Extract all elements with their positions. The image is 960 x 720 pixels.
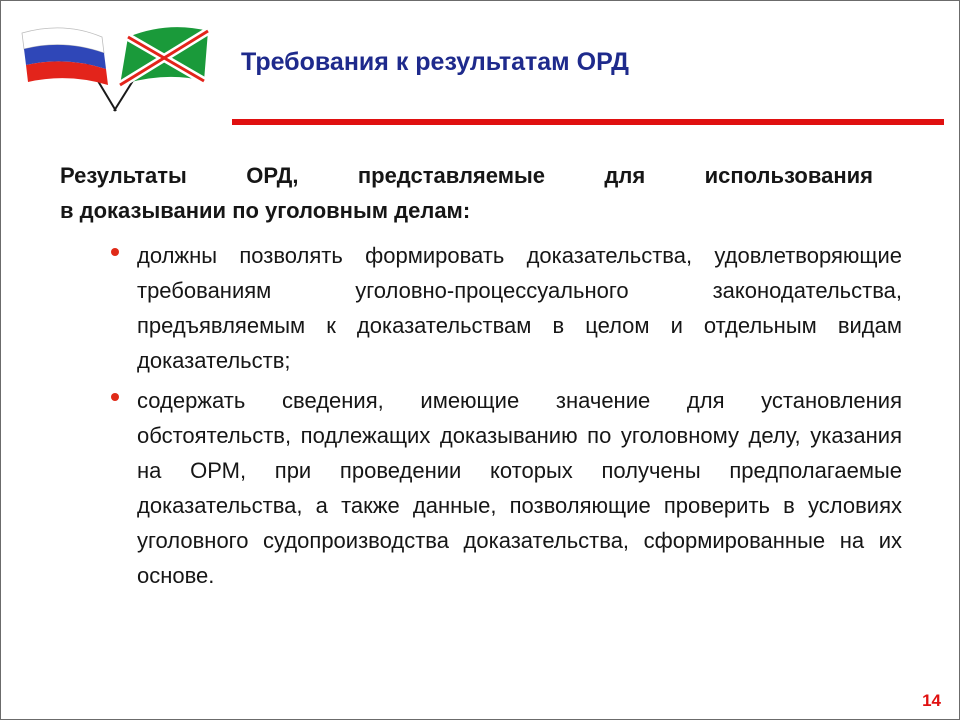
list-item-text: содержать сведения, имеющие значение для установления обстоятельств, подлежащих доказыванию по уголовному делу, указания на ОРМ, при проведении которых получены предполагаемые доказательства, а также данные, позволяющие проверить в условиях уголовного судопроизводства доказательства, сформированные на их основе. (137, 388, 902, 588)
bullet-dot-icon (111, 248, 119, 256)
intro-line: Результаты ОРД, представляемые для использования (60, 163, 873, 188)
flags-emblem (16, 23, 216, 113)
border-guard-flag-icon (114, 27, 208, 111)
page-number: 14 (922, 691, 941, 710)
intro-text (60, 158, 873, 228)
slide-title: Требования к результатам ОРД (241, 48, 629, 76)
title-underline (232, 119, 944, 125)
requirements-list (104, 238, 902, 598)
intro-line: в доказывании по уголовным делам: (60, 198, 471, 223)
bullet-dot-icon (111, 393, 119, 401)
list-item-text: должны позволять формировать доказательства, удовлетворяющие требованиям уголовно-процессуального законодательства, предъявляемым к доказательствам в целом и отдельным видам доказательств; (137, 243, 902, 373)
list-item (104, 383, 902, 593)
list-item (104, 238, 902, 378)
russian-flag-icon (22, 28, 116, 111)
